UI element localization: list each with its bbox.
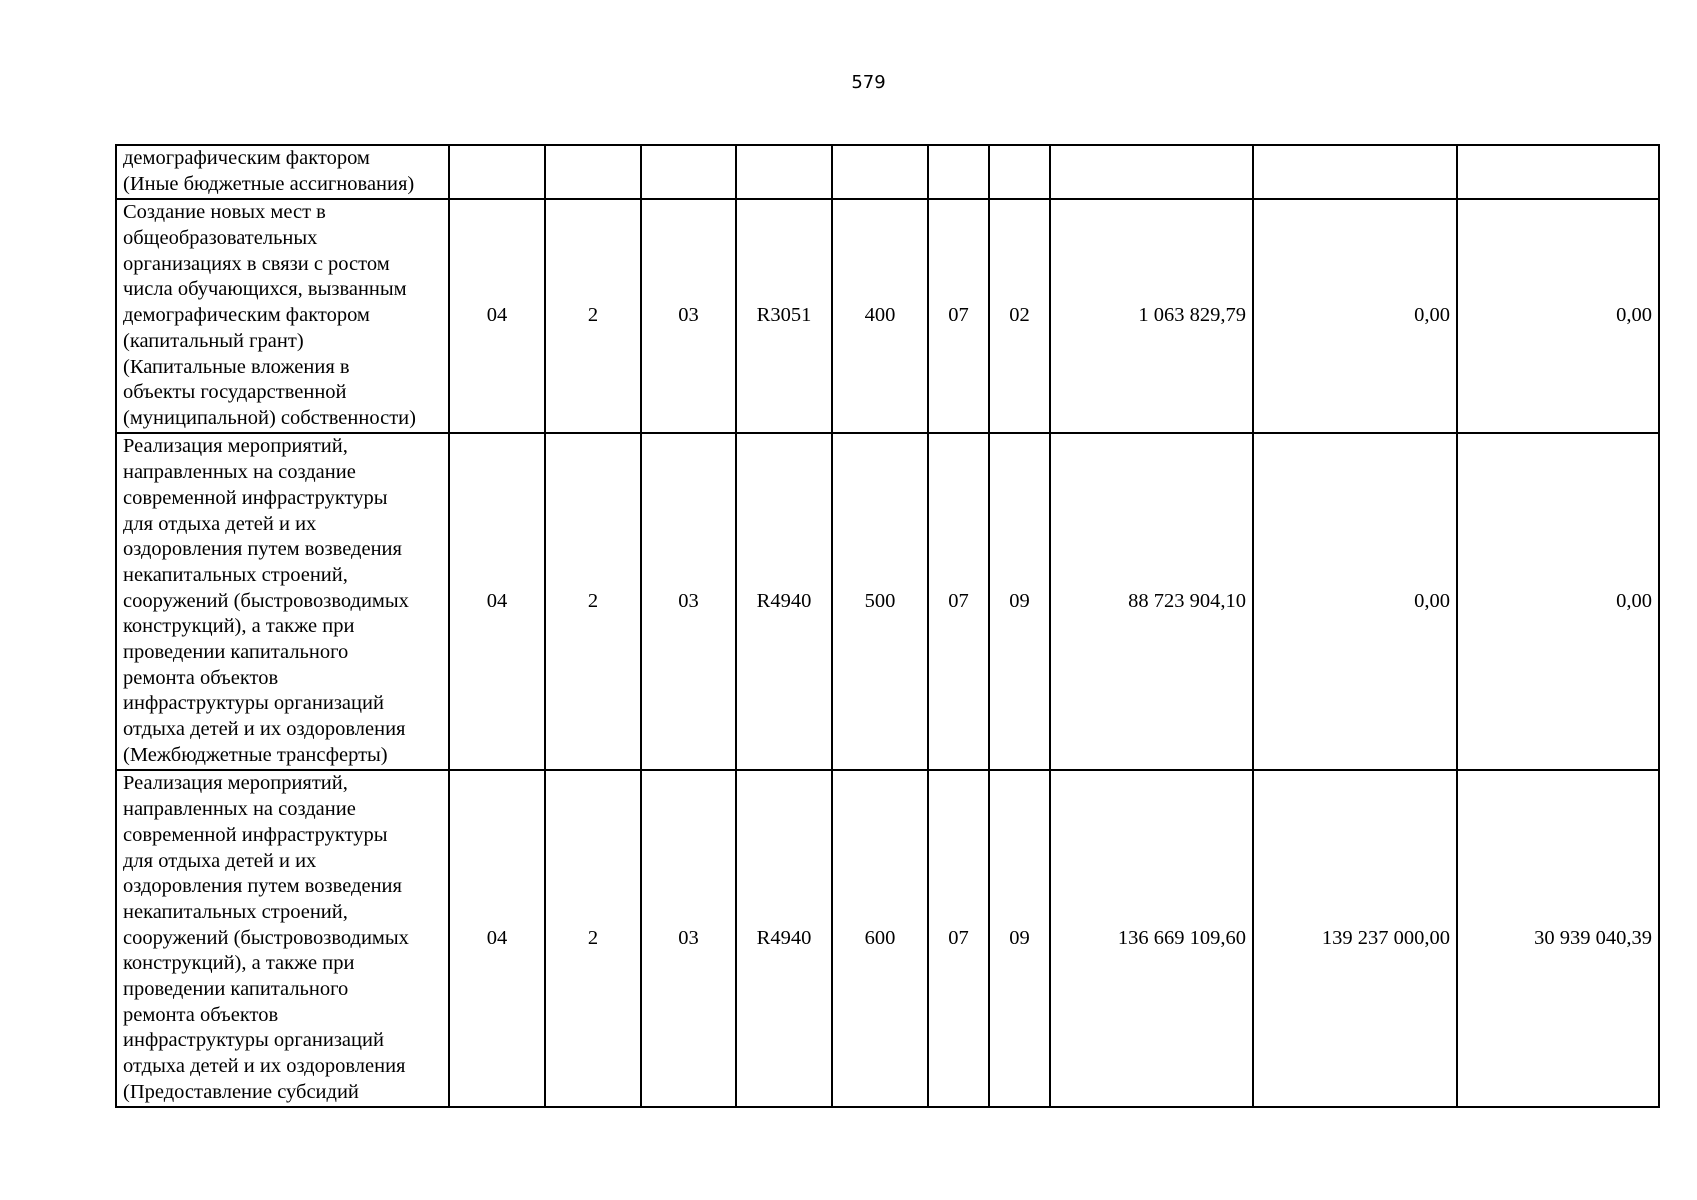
expense-type-code (832, 145, 928, 199)
table-row (116, 433, 1659, 770)
section-code: 07 (928, 770, 989, 1107)
amount-2: 139 237 000,00 (1253, 770, 1457, 1107)
expense-type-code: 500 (832, 433, 928, 770)
amount-1: 136 669 109,60 (1050, 770, 1253, 1107)
amount-1: 88 723 904,10 (1050, 433, 1253, 770)
amount-3: 0,00 (1457, 199, 1659, 433)
direction-code (736, 145, 832, 199)
direction-code: R4940 (736, 770, 832, 1107)
program-code (449, 145, 545, 199)
amount-2: 0,00 (1253, 433, 1457, 770)
program-code: 04 (449, 770, 545, 1107)
section-code (928, 145, 989, 199)
subsection-code: 09 (989, 770, 1050, 1107)
amount-1 (1050, 145, 1253, 199)
page-number: 579 (851, 72, 886, 93)
section-code: 07 (928, 199, 989, 433)
amount-2: 0,00 (1253, 199, 1457, 433)
table-row (116, 770, 1659, 1107)
budget-table (115, 144, 1660, 1108)
program-code: 04 (449, 199, 545, 433)
direction-code: R4940 (736, 433, 832, 770)
row-description: демографическим фактором (Иные бюджетные ассигнования) (116, 145, 449, 199)
expense-type-code: 600 (832, 770, 928, 1107)
amount-1: 1 063 829,79 (1050, 199, 1253, 433)
event-code: 03 (641, 770, 736, 1107)
subsection-code: 02 (989, 199, 1050, 433)
direction-code: R3051 (736, 199, 832, 433)
table-row (116, 199, 1659, 433)
row-description: Реализация мероприятий, направленных на создание современной инфраструктуры для отдыха детей и их оздоровления путем возведения некапитальных строений, сооружений (быстровозводимых конструкций), а также при проведении капитального ремонта объектов инфраструктуры организаций отдыха детей и их оздоровления (Межбюджетные трансферты) (116, 433, 449, 770)
amount-2 (1253, 145, 1457, 199)
row-description: Создание новых мест в общеобразовательных организациях в связи с ростом числа обучающихся, вызванным демографическим фактором (капитальный грант) (Капитальные вложения в объекты государственной (муниципальной) собственности) (116, 199, 449, 433)
section-code: 07 (928, 433, 989, 770)
amount-3: 0,00 (1457, 433, 1659, 770)
subsection-code (989, 145, 1050, 199)
event-code (641, 145, 736, 199)
table-row (116, 145, 1659, 199)
subsection-code: 09 (989, 433, 1050, 770)
row-description: Реализация мероприятий, направленных на создание современной инфраструктуры для отдыха детей и их оздоровления путем возведения некапитальных строений, сооружений (быстровозводимых конструкций), а также при проведении капитального ремонта объектов инфраструктуры организаций отдыха детей и их оздоровления (Предоставление субсидий (116, 770, 449, 1107)
subprogram-code: 2 (545, 199, 641, 433)
program-code: 04 (449, 433, 545, 770)
amount-3 (1457, 145, 1659, 199)
subprogram-code: 2 (545, 433, 641, 770)
expense-type-code: 400 (832, 199, 928, 433)
subprogram-code: 2 (545, 770, 641, 1107)
event-code: 03 (641, 433, 736, 770)
subprogram-code (545, 145, 641, 199)
event-code: 03 (641, 199, 736, 433)
amount-3: 30 939 040,39 (1457, 770, 1659, 1107)
